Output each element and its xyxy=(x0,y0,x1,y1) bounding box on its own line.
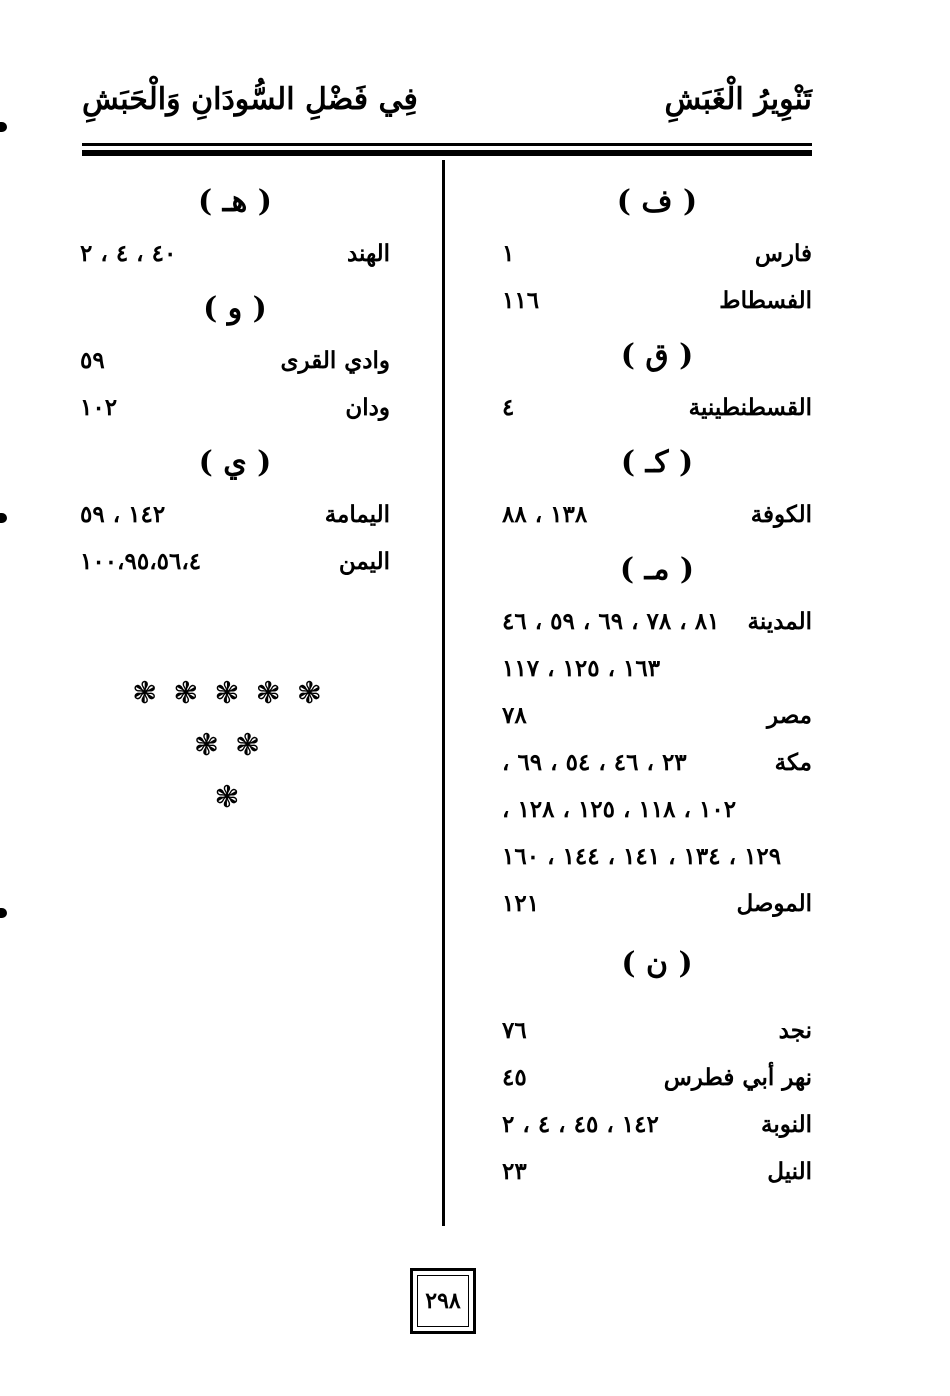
index-column-right xyxy=(502,172,812,1197)
margin-mark xyxy=(0,513,7,523)
letter-heading: ( ن ) xyxy=(621,946,693,981)
index-column-left xyxy=(80,172,390,587)
index-entry xyxy=(502,1056,812,1103)
header-rule-thick xyxy=(82,150,812,156)
letter-heading: ( ي ) xyxy=(198,445,272,480)
place-name: اليمامة xyxy=(324,501,390,528)
ornament-row: ❃ xyxy=(214,780,256,815)
place-name: نجد xyxy=(778,1017,812,1044)
place-name: نهر أبي فطرس xyxy=(663,1064,812,1091)
place-name: فارس xyxy=(754,240,812,267)
page-refs: ١٤٢ ، ٤٥ ، ٤ ، ٢ xyxy=(502,1111,659,1138)
index-entry xyxy=(502,1150,812,1197)
page-refs: ١٢٩ ، ١٣٤ ، ١٤١ ، ١٤٤ ، ١٦٠ xyxy=(502,843,782,870)
index-entry xyxy=(80,386,390,433)
page-refs: ١ xyxy=(502,240,515,267)
place-name: وادي القرى xyxy=(280,347,390,374)
page-refs: ١٠٢ ، ١١٨ ، ١٢٥ ، ١٢٨ ، xyxy=(502,796,737,823)
place-name: الفسطاط xyxy=(719,287,812,314)
page-refs: ٧٨ xyxy=(502,702,527,729)
ornament-row: ❃❃❃❃❃ xyxy=(132,676,338,711)
index-entry xyxy=(502,279,812,326)
page-refs: ١١٦ xyxy=(502,287,540,314)
page-refs: ٢٣ ، ٤٦ ، ٥٤ ، ٦٩ ، xyxy=(502,749,687,776)
page-refs: ٨١ ، ٧٨ ، ٦٩ ، ٥٩ ، ٤٦ xyxy=(502,608,720,635)
index-entry xyxy=(502,386,812,433)
place-name: اليمن xyxy=(338,548,390,575)
index-entry xyxy=(502,741,812,788)
letter-heading: ( مـ ) xyxy=(619,552,695,587)
header-rule-thin xyxy=(82,143,812,146)
index-entry xyxy=(502,882,812,929)
index-entry xyxy=(80,540,390,587)
page-refs: ٢٣ xyxy=(502,1158,527,1185)
running-title-right: تَنْوِيرُ الْغَبَشِ xyxy=(664,82,812,117)
place-name: الهند xyxy=(346,240,390,267)
page-refs: ١٠٢ xyxy=(80,394,118,421)
letter-heading: ( هـ ) xyxy=(198,184,272,219)
index-entry xyxy=(502,493,812,540)
place-name: ودان xyxy=(345,394,390,421)
letter-heading: ( كـ ) xyxy=(620,445,694,480)
page-refs: ١٢١ xyxy=(502,890,540,917)
page-refs: ١٠٠،٩٥،٥٦،٤ xyxy=(80,548,202,575)
index-entry-continuation xyxy=(502,835,812,882)
index-entry xyxy=(502,694,812,741)
index-entry xyxy=(502,1009,812,1056)
page-number: ٢٩٨ xyxy=(425,1288,461,1314)
letter-heading: ( ف ) xyxy=(616,184,698,219)
index-entry xyxy=(80,232,390,279)
page-refs: ٧٦ xyxy=(502,1017,527,1044)
page-number-box xyxy=(410,1268,476,1334)
margin-mark xyxy=(0,122,7,132)
page-refs: ١٦٣ ، ١٢٥ ، ١١٧ xyxy=(502,655,661,682)
letter-heading: ( و ) xyxy=(203,291,267,326)
page-refs: ١٤٢ ، ٥٩ xyxy=(80,501,166,528)
page-refs: ٤ xyxy=(502,394,515,421)
index-entry-continuation xyxy=(502,647,812,694)
place-name: القسطنطينية xyxy=(688,394,812,421)
place-name: النوبة xyxy=(761,1111,812,1138)
ornament-row: ❃❃ xyxy=(193,728,277,763)
index-entry-continuation xyxy=(502,788,812,835)
page-refs: ١٣٨ ، ٨٨ xyxy=(502,501,588,528)
margin-mark xyxy=(0,908,7,918)
index-entry xyxy=(80,339,390,386)
place-name: الموصل xyxy=(736,890,812,917)
running-title-left: فِي فَضْلِ السُّودَانِ وَالْحَبَشِ xyxy=(82,82,418,117)
place-name: المدينة xyxy=(747,608,812,635)
page-refs: ٥٩ xyxy=(80,347,105,374)
index-entry xyxy=(502,232,812,279)
index-entry xyxy=(502,600,812,647)
index-entry xyxy=(502,1103,812,1150)
place-name: النيل xyxy=(767,1158,812,1185)
place-name: مكة xyxy=(774,749,812,776)
page-refs: ٤٠ ، ٤ ، ٢ xyxy=(80,240,177,267)
place-name: الكوفة xyxy=(750,501,812,528)
place-name: مصر xyxy=(767,702,812,729)
page-refs: ٤٥ xyxy=(502,1064,527,1091)
index-entry xyxy=(80,493,390,540)
column-divider xyxy=(442,160,445,1226)
end-ornament xyxy=(80,668,390,824)
letter-heading: ( ق ) xyxy=(620,338,694,373)
